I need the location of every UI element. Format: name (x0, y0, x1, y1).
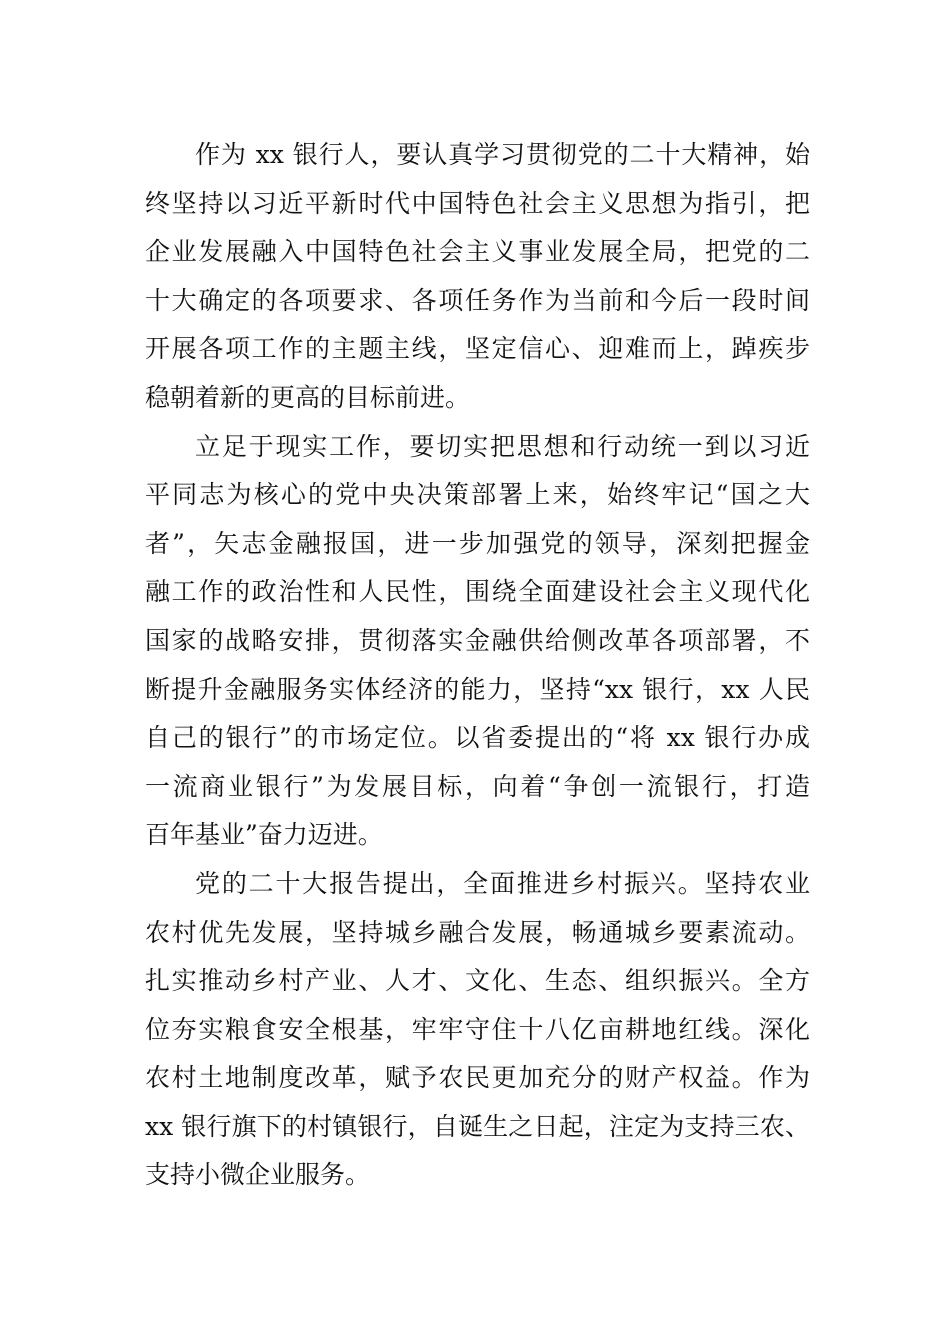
paragraph-3 (145, 860, 810, 1200)
paragraph-2 (145, 423, 810, 860)
text-line: 十大确定的各项要求、各项任务作为当前和今后一段时间 (145, 285, 810, 315)
text-line: 位夯实粮食安全根基，牢牢守住十八亿亩耕地红线。深化 (145, 1014, 810, 1044)
text-line: xx 银行旗下的村镇银行，自诞生之日起，注定为支持三农、 (145, 1111, 810, 1141)
text-line: 作为 xx 银行人，要认真学习贯彻党的二十大精神，始 (195, 140, 810, 169)
text-line: 国家的战略安排，贯彻落实金融供给侧改革各项部署，不 (145, 625, 810, 655)
text-line: 农村土地制度改革，赋予农民更加充分的财产权益。作为 (145, 1063, 810, 1093)
text-line: 断提升金融服务实体经济的能力，坚持“xx 银行，xx 人民 (145, 674, 810, 704)
paragraph-1 (145, 131, 810, 423)
text-line: 终坚持以习近平新时代中国特色社会主义思想为指引，把 (145, 188, 810, 218)
text-line: 农村优先发展，坚持城乡融合发展，畅通城乡要素流动。 (145, 917, 810, 947)
document-body (145, 131, 810, 1200)
text-line: 稳朝着新的更高的目标前进。 (145, 382, 471, 412)
text-line: 融工作的政治性和人民性，围绕全面建设社会主义现代化 (145, 577, 810, 607)
text-line: 党的二十大报告提出，全面推进乡村振兴。坚持农业 (195, 868, 810, 898)
text-line: 百年基业”奋力迈进。 (145, 820, 383, 850)
text-line: 立足于现实工作，要切实把思想和行动统一到以习近 (195, 431, 810, 461)
text-line: 者”，矢志金融报国，进一步加强党的领导，深刻把握金 (145, 528, 810, 558)
text-line: 开展各项工作的主题主线，坚定信心、迎难而上，踔疾步 (145, 334, 810, 364)
text-line: 平同志为核心的党中央决策部署上来，始终牢记“国之大 (145, 480, 810, 510)
text-line: 一流商业银行”为发展目标，向着“争创一流银行，打造 (145, 771, 810, 801)
text-line: 企业发展融入中国特色社会主义事业发展全局，把党的二 (145, 237, 810, 267)
text-line: 扎实推动乡村产业、人才、文化、生态、组织振兴。全方 (145, 966, 810, 996)
text-line: 支持小微企业服务。 (145, 1160, 371, 1190)
text-line: 自己的银行”的市场定位。以省委提出的“将 xx 银行办成 (145, 723, 810, 753)
